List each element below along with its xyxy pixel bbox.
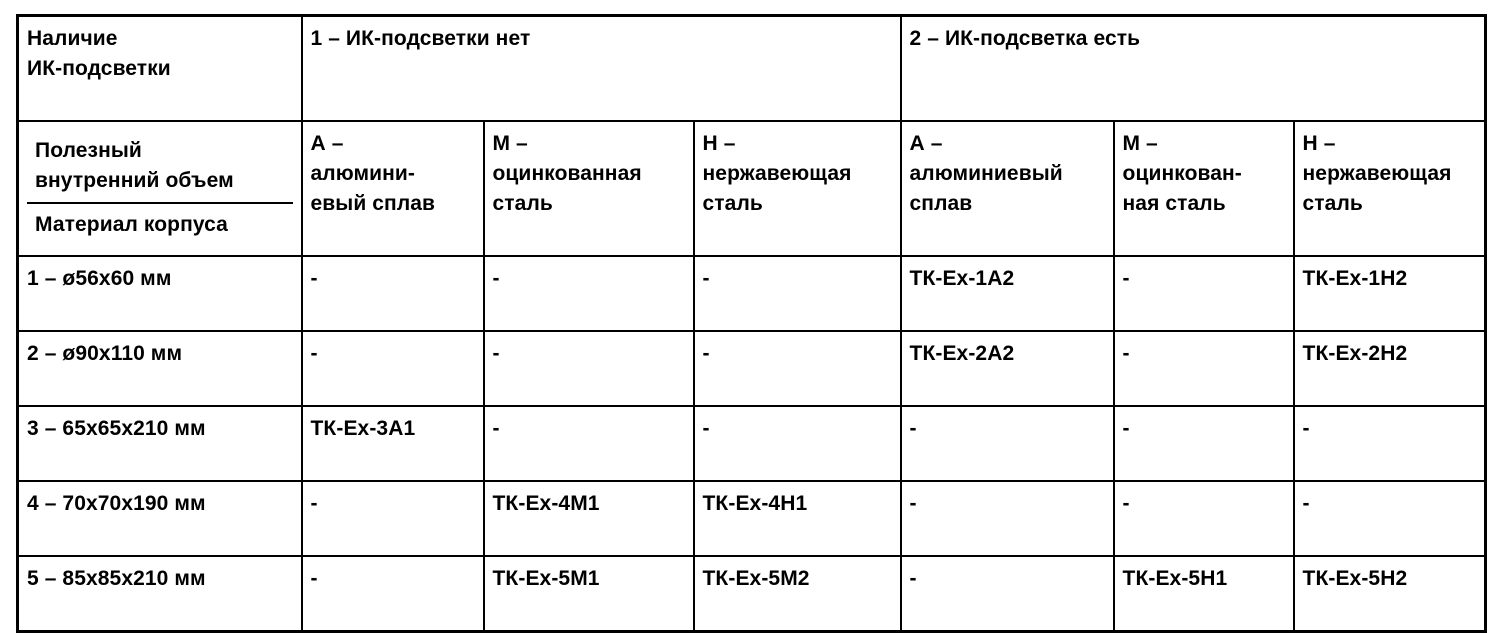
material-h2-line2: нержавеющая bbox=[1302, 161, 1452, 185]
table-cell: ТК-Ех-5Н2 bbox=[1294, 556, 1486, 632]
header-cell-material-h1 bbox=[694, 121, 901, 256]
material-a2-line3: сплав bbox=[909, 191, 973, 215]
illumination-label-line1: Наличие bbox=[27, 27, 118, 50]
product-variants-table bbox=[16, 14, 1487, 633]
row-volume-label: 1 – ø56x60 мм bbox=[18, 256, 302, 331]
material-h1-line3: сталь bbox=[702, 191, 763, 215]
table-cell: ТК-Ех-5Н1 bbox=[1114, 556, 1294, 632]
row-volume-label: 2 – ø90x110 мм bbox=[18, 331, 302, 406]
material-a1-line3: евый сплав bbox=[310, 191, 436, 215]
row-volume-label: 5 – 85x85x210 мм bbox=[18, 556, 302, 632]
table-cell: - bbox=[1114, 406, 1294, 481]
material-h1-line1: Н – bbox=[702, 132, 736, 155]
volume-label bbox=[27, 129, 293, 204]
table-cell: ТК-Ех-2А2 bbox=[901, 331, 1114, 406]
material-a1-line1: А – bbox=[310, 132, 344, 155]
table-cell: - bbox=[694, 331, 901, 406]
illumination-label-line2: ИК-подсветки bbox=[27, 56, 171, 80]
table-cell: - bbox=[302, 331, 484, 406]
table-row bbox=[18, 556, 1486, 632]
table-cell: - bbox=[1114, 481, 1294, 556]
table-cell: ТК-Ех-1Н2 bbox=[1294, 256, 1486, 331]
row-volume-label: 3 – 65x65x210 мм bbox=[18, 406, 302, 481]
table-cell: - bbox=[901, 406, 1114, 481]
table-cell: - bbox=[1294, 481, 1486, 556]
volume-label-line1: Полезный bbox=[35, 139, 142, 162]
table-cell: - bbox=[901, 556, 1114, 632]
material-h2-line3: сталь bbox=[1302, 191, 1363, 215]
material-h2-line1: Н – bbox=[1302, 132, 1336, 155]
table-row bbox=[18, 406, 1486, 481]
material-m1-line3: сталь bbox=[492, 191, 553, 215]
table-row bbox=[18, 331, 1486, 406]
table-cell: ТК-Ех-4М1 bbox=[484, 481, 694, 556]
table-row bbox=[18, 481, 1486, 556]
material-a1-line2: алюмини- bbox=[310, 161, 416, 185]
table-cell: - bbox=[484, 256, 694, 331]
table-cell: - bbox=[484, 406, 694, 481]
material-a2-line1: А – bbox=[909, 132, 943, 155]
material-label: Материал корпуса bbox=[35, 212, 228, 236]
table-cell: ТК-Ех-2Н2 bbox=[1294, 331, 1486, 406]
header-cell-volume-material-label bbox=[18, 121, 302, 256]
table-cell: - bbox=[302, 256, 484, 331]
header-cell-material-m1 bbox=[484, 121, 694, 256]
material-m1-line1: М – bbox=[492, 132, 528, 155]
material-m2-line3: ная сталь bbox=[1122, 191, 1226, 215]
table-cell: - bbox=[1114, 256, 1294, 331]
table-cell: - bbox=[302, 556, 484, 632]
table-row bbox=[18, 256, 1486, 331]
table-cell: ТК-Ех-1А2 bbox=[901, 256, 1114, 331]
header-cell-material-a1 bbox=[302, 121, 484, 256]
material-m1-line2: оцинкованная bbox=[492, 161, 642, 185]
header-cell-group-with-ir: 2 – ИК-подсветка есть bbox=[901, 16, 1486, 122]
header-cell-illumination-label bbox=[18, 16, 302, 122]
table-cell: - bbox=[1294, 406, 1486, 481]
table-header-row-illumination bbox=[18, 16, 1486, 122]
header-cell-group-no-ir: 1 – ИК-подсветки нет bbox=[302, 16, 901, 122]
table-cell: - bbox=[302, 481, 484, 556]
table-cell: ТК-Ех-5М2 bbox=[694, 556, 901, 632]
table-cell: - bbox=[694, 406, 901, 481]
header-cell-material-h2 bbox=[1294, 121, 1486, 256]
table-cell: ТК-Ех-3А1 bbox=[302, 406, 484, 481]
material-a2-line2: алюминиевый bbox=[909, 161, 1063, 185]
table-cell: - bbox=[1114, 331, 1294, 406]
material-m2-line2: оцинкован- bbox=[1122, 161, 1242, 185]
table-header-row-materials bbox=[18, 121, 1486, 256]
volume-label-line2: внутренний объем bbox=[35, 168, 234, 192]
header-cell-material-m2 bbox=[1114, 121, 1294, 256]
table-cell: ТК-Ех-4Н1 bbox=[694, 481, 901, 556]
table-cell: - bbox=[901, 481, 1114, 556]
material-h1-line2: нержавеющая bbox=[702, 161, 852, 185]
table-cell: ТК-Ех-5М1 bbox=[484, 556, 694, 632]
row-volume-label: 4 – 70x70x190 мм bbox=[18, 481, 302, 556]
table-cell: - bbox=[484, 331, 694, 406]
material-m2-line1: М – bbox=[1122, 132, 1158, 155]
table-cell: - bbox=[694, 256, 901, 331]
header-cell-material-a2 bbox=[901, 121, 1114, 256]
